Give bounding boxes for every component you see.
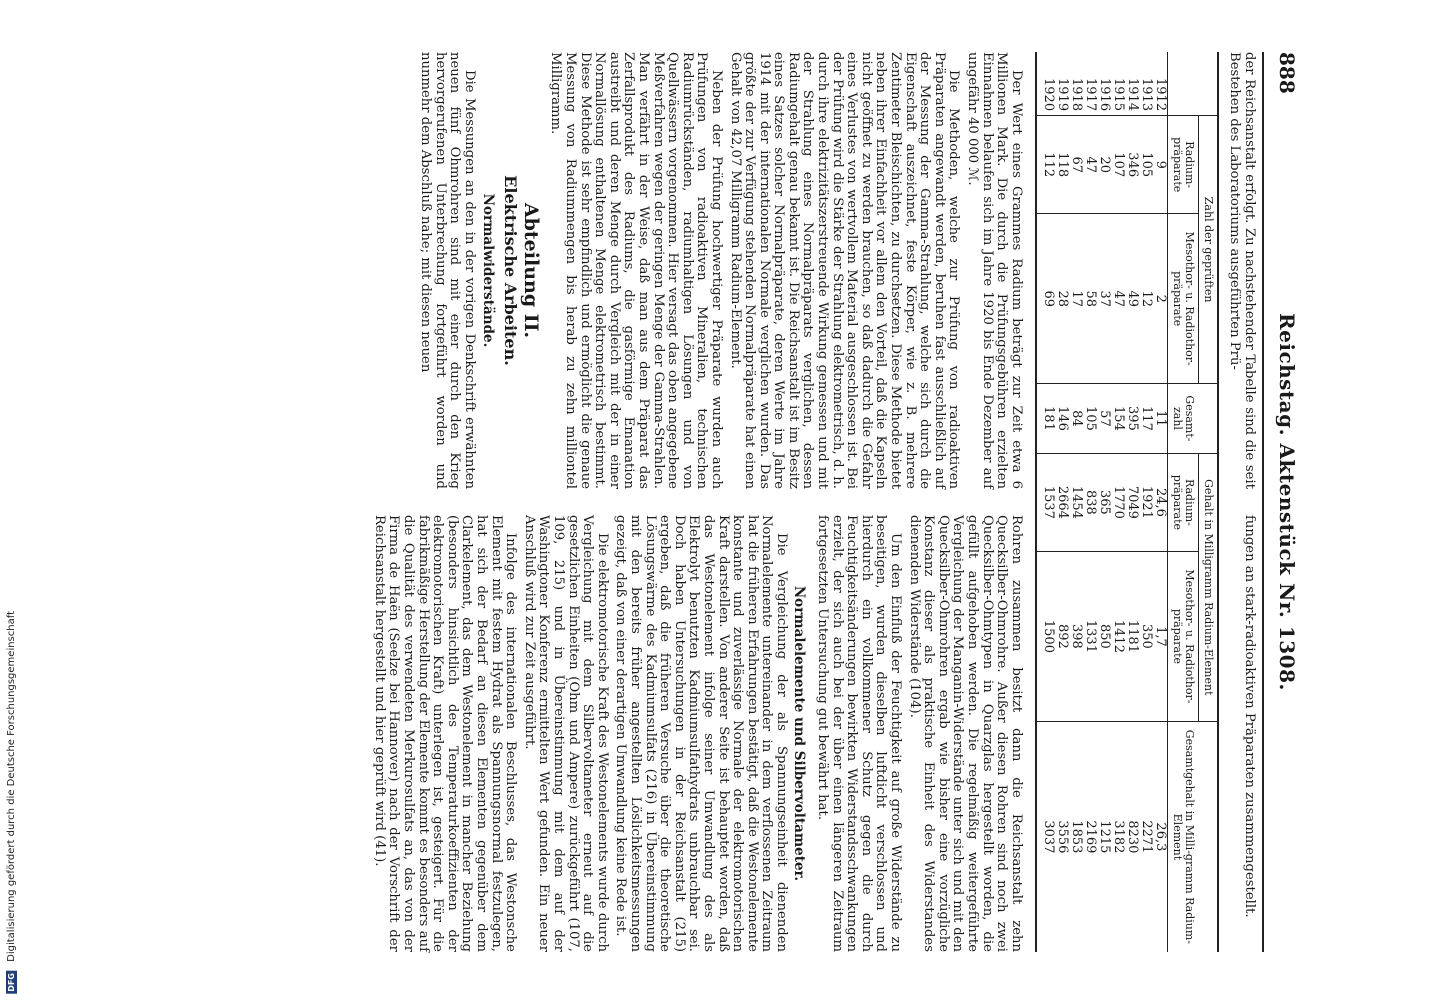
table-cell-meso_mg: 850 (1097, 552, 1111, 722)
table-cell-radium: 20 (1097, 116, 1111, 214)
table-cell-radium: 112 (1036, 116, 1055, 214)
table-cell-meso_mg: 1500 (1036, 552, 1055, 722)
paragraph: Die Methoden, welche zur Prüfung von radioaktiven Präparaten angewandt werden, beruhen fast ausschließlich auf der Messung der Gamma-Strahlung, welche sich durch die Eigenschaft auszeichnet, feste Körper, wie z. B. mehrere Zentimeter Bleischichten, zu durchsetzen. Diese Methode bietet neben ihrer Einfachheit vor allem den Vorteil, daß die Kapseln nicht geöffnet zu werden brauchen, so daß dadurch die Gefahr eines Verlustes von wertvollem Material ausgeschlossen ist. Bei der Prüfung wird die Stärke der Strahlung elektrometrisch, d. h. durch ihre elektrizitätszerstreuende Wirkung gemessen und mit der Strahlung eines Normalpräparats verglichen, dessen Radiumgehalt genau bekannt ist. Die Reichsanstalt ist im Besitz eines Satzes solcher Normalpräparate, deren Werte im Jahre 1914 mit der internationalen Normale verglichen wurden. Das größte der zur Verfügung stehenden Normalpräparate hat einen Gehalt von 42,07 Milligramm Radium-Element. (727, 52, 962, 489)
table-cell-total_mg: 3556 (1055, 721, 1069, 952)
table-cell-year: 1919 (1054, 78, 1070, 112)
table-cell-year: 1918 (1068, 78, 1084, 112)
intro-right-text: fungen an stark-radioaktiven Präparaten zusammengestellt. (1242, 515, 1257, 918)
paragraph: Rohren zusammen besitzt dann die Reichsanstalt zehn Quecksilber-Ohmrohre. Außer diesen Rohren sind noch zwei Quecksilber-Ohmtypen in Quarzglas hergestellt worden, die gefüllt aufgehoben werden. Die regelmäßig weitergeführte Vergleichung der Manganin-Widerstände unter sich und mit den Quecksilber-Ohmrohren ergab wie bisher eine vorzügliche Konstanz dieser als praktische Einheit des Widerstandes dienenden Widerstände (104). (906, 515, 1024, 952)
table-cell-year: 1915 (1110, 78, 1126, 112)
paragraph: Die Vergleichung der als Spannungseinheit dienenden Normalelemente untereinander in dem verflossenen Zeitraum hat die früheren Erfahrungen bestätigt, daß die Westonelemente konstante und zuverlässige Normale der elektromotorischen Kraft darstellen. Von anderer Seite ist behauptet worden, daß das Westonelement infolge seiner Umwandlung des als Elektrolyt benutzten Kadmiumsulfathydrats unbrauchbar sei. Doch haben Untersuchungen in der Reichsanstalt (215) ergeben, daß die früheren Versuche über die theoretische Lösungswärme des Kadmiumsulfats (216) in Übereinstimmung mit den bereits früher angestellten Löslichkeitsmessungen gezeigt, daß von einer derartigen Umwandlung keine Rede ist. (613, 515, 789, 952)
running-header (1268, 52, 1298, 952)
table-row (1097, 52, 1111, 952)
table-cell-meso: 49 (1125, 214, 1139, 384)
table-cell-total: 84 (1069, 384, 1083, 454)
table-cell-radium_mg: 1537 (1036, 453, 1055, 551)
header-rule (1262, 52, 1264, 952)
table-cell-meso: 69 (1036, 214, 1055, 384)
table-cell-meso_mg: 350 (1139, 552, 1153, 722)
table-cell-radium_mg: 1921 (1139, 453, 1153, 551)
paragraph: Neben der Prüfung hochwertiger Präparate wurden auch Prüfungen von radioaktiven Mineralien, technischen Radiumrückständen, radiumhaltigen Lösungen und von Quellwässern vorgenommen. Hier versagt das oben angegebene Meßverfahren wegen der geringen Menge der Gamma-Strahlen. Man verfährt in der Weise, daß man aus dem Präparat das Zerfallsprodukt des Radiums, die gasförmige Emanation austreibt und deren Menge durch Vergleich mit der in einer Normallösung enthaltenen Menge elektrometrisch bestimmt. Diese Methode ist sehr empfindlich und ermöglicht die genaue Messung von Radiummengen bis herab zu zehn milliontel Milligramm. (548, 52, 724, 489)
subsubsection-heading: Normalwiderstände. (479, 193, 496, 348)
table-cell-total_mg: 26,3 (1153, 721, 1168, 952)
table-cell-total: 11 (1153, 384, 1168, 454)
col-meso-content-header: Mesothor- u. Radiothor-präparate (1167, 552, 1198, 722)
col-meso-count-header: Mesothor- u. Radiothor-präparate (1167, 214, 1198, 384)
table-cell-year: 1917 (1082, 78, 1098, 112)
table-cell-radium_mg: 838 (1083, 453, 1097, 551)
table-cell-total: 117 (1139, 384, 1153, 454)
section-heading: Abteilung II. (519, 202, 542, 339)
table-cell-radium: 346 (1125, 116, 1139, 214)
table-cell-total: 181 (1036, 384, 1055, 454)
table-row (1139, 52, 1153, 952)
table-cell-total_mg: 2271 (1139, 721, 1153, 952)
table-cell-radium_mg: 1770 (1111, 453, 1125, 551)
table-cell-radium: 47 (1083, 116, 1097, 214)
table-cell-radium: 107 (1111, 116, 1125, 214)
table-cell-radium_mg: 2664 (1055, 453, 1069, 551)
subsection-heading: Normalelemente und Silbervoltameter. (791, 585, 808, 882)
left-column (367, 52, 1023, 489)
table-cell-total_mg: 1853 (1069, 721, 1083, 952)
digitization-note (6, 611, 17, 994)
col-year-header (1167, 52, 1218, 116)
table-cell-meso_mg: 1181 (1125, 552, 1139, 722)
intro-left (1223, 52, 1256, 489)
table-cell-total: 57 (1097, 384, 1111, 454)
paragraph: Um den Einfluß der Feuchtigkeit auf große Widerstände zu beseitigen, wurden dieselben luftdicht verschlossen und hierdurch ein vollkommener Schutz gegen die durch Feuchtigkeitsänderungen bewirkten Widerstandsschwankungen erzielt, der sich auch bei der über einen längeren Zeitraum fortgesetzten Untersuchung gut bewährt hat. (815, 515, 904, 952)
body-columns (367, 52, 1023, 952)
table-row (1111, 52, 1125, 952)
table-cell-year: 1913 (1138, 78, 1154, 112)
page-header-title: Reichstag. Aktenstück Nr. 1308. (1275, 313, 1299, 691)
intro-right (1223, 515, 1256, 952)
document-page (34, 0, 1334, 1000)
table-body (1036, 52, 1168, 952)
table-row (1036, 52, 1055, 952)
table-cell-total: 105 (1083, 384, 1097, 454)
table-row (1069, 52, 1083, 952)
intro-columns (1223, 52, 1256, 952)
table-cell-meso_mg: 892 (1055, 552, 1069, 722)
table-cell-meso: 17 (1069, 214, 1083, 384)
table-cell-meso: 2 (1153, 214, 1168, 384)
table-cell-total: 146 (1055, 384, 1069, 454)
table-cell-radium: 105 (1139, 116, 1153, 214)
table-cell-radium: 67 (1069, 116, 1083, 214)
page-number: 888 (1275, 52, 1299, 94)
paragraph: Die elektromotorische Kraft des Westonelements wurde durch Vergleichung mit dem Silbervoltameter erneut auf die gesetzlichen Einheiten (Ohm und Ampere) zurückgeführt (107, 109, 215) und in Übereinstimmung mit dem auf der Washingtoner Konferenz ermittelten Wert gefunden. Ein neuer Anschluß wird zur Zeit ausgeführt. (521, 515, 610, 952)
digitization-note-text: Digitalisierung gefördert durch die Deutsche Forschungsgemeinschaft (6, 611, 17, 963)
table-cell-meso: 47 (1111, 214, 1125, 384)
table-cell-radium_mg: 365 (1097, 453, 1111, 551)
table-cell-meso_mg: 1,7 (1153, 552, 1168, 722)
table-cell-year: 1914 (1124, 78, 1140, 112)
group-content-header: Gehalt in Milligramm Radium-Element (1198, 453, 1218, 721)
table-cell-meso: 28 (1055, 214, 1069, 384)
table-cell-radium: 9 (1153, 116, 1168, 214)
table-cell-radium: 118 (1055, 116, 1069, 214)
table-cell-radium_mg: 24,6 (1153, 453, 1168, 551)
table-cell-year: 1916 (1096, 78, 1112, 112)
intro-left-text: der Reichsanstalt erfolgt. Zu nachstehender Tabelle sind die seit Bestehen des Laboratoriums ausgeführten Prü- (1227, 52, 1257, 489)
subsection-heading: Elektrische Arbeiten. (501, 175, 521, 366)
table-cell-year: 1920 (1036, 52, 1055, 116)
table-cell-meso: 58 (1083, 214, 1097, 384)
table-cell-total: 395 (1125, 384, 1139, 454)
paragraph: Der Wert eines Grammes Radium beträgt zur Zeit etwa 6 Millionen Mark. Die durch die Prüfungsgebühren erzielten Einnahmen belaufen sich im Jahre 1920 bis Ende Dezember auf ungefähr 40 000 ℳ. (965, 52, 1024, 489)
dfg-logo: DFG (7, 973, 16, 992)
paragraph: Infolge des internationalen Beschlusses, das Westonsche Element mit festem Hydrat als Spannungsnormal festzulegen, hat sich der Bedarf an diesen Elementen gegenüber dem Clarkelement, das dem Westonelement in mancher Beziehung (besonders hinsichtlich des Temperaturkoeffizienten der elektromotorischen Kraft) unterlegen ist, gesteigert. Für die fabrikmäßige Herstellung der Elemente kommt es besonders auf die Qualität des verwendeten Merkurosulfats an, das von der Firma de Haën (Seelze bei Hannover) nach der Vorschrift der Reichsanstalt hergestellt und hier geprüft wird (41). (371, 515, 519, 952)
table-row (1083, 52, 1097, 952)
right-column (367, 515, 1023, 952)
group-count-header: Zahl der geprüften (1198, 116, 1218, 384)
radium-test-table (1035, 52, 1219, 952)
table-cell-meso: 12 (1139, 214, 1153, 384)
table-row (1055, 52, 1069, 952)
table-cell-year: 1912 (1152, 78, 1168, 112)
table-cell-total_mg: 8230 (1125, 721, 1139, 952)
table-cell-meso: 37 (1097, 214, 1111, 384)
table-cell-total_mg: 3037 (1036, 721, 1055, 952)
table-cell-meso_mg: 1412 (1111, 552, 1125, 722)
table-cell-total_mg: 2169 (1083, 721, 1097, 952)
col-total-content-header: Gesamtgehalt in Milli-gramm Radium-Element (1167, 721, 1218, 952)
table-cell-meso_mg: 398 (1069, 552, 1083, 722)
paragraph: Die Messungen an den in der vorigen Denkschrift erwähnten neuen fünf Ohmrohren sind mit einer durch den Krieg hervorgerufenen Unterbrechung fortgeführt worden und nunmehr dem Abschluß nahe; mit diesen neuen (418, 52, 478, 489)
table-cell-total_mg: 3182 (1111, 721, 1125, 952)
col-radium-content-header: Radium-präparate (1167, 453, 1198, 551)
table-cell-radium_mg: 7049 (1125, 453, 1139, 551)
table-cell-total: 154 (1111, 384, 1125, 454)
table-cell-meso_mg: 1331 (1083, 552, 1097, 722)
table-cell-total_mg: 1215 (1097, 721, 1111, 952)
table-row (1125, 52, 1139, 952)
col-total-count-header: Gesamt-zahl (1167, 384, 1218, 454)
col-radium-count-header: Radium-präparate (1167, 116, 1198, 214)
table-row (1153, 52, 1168, 952)
table-cell-radium_mg: 1454 (1069, 453, 1083, 551)
